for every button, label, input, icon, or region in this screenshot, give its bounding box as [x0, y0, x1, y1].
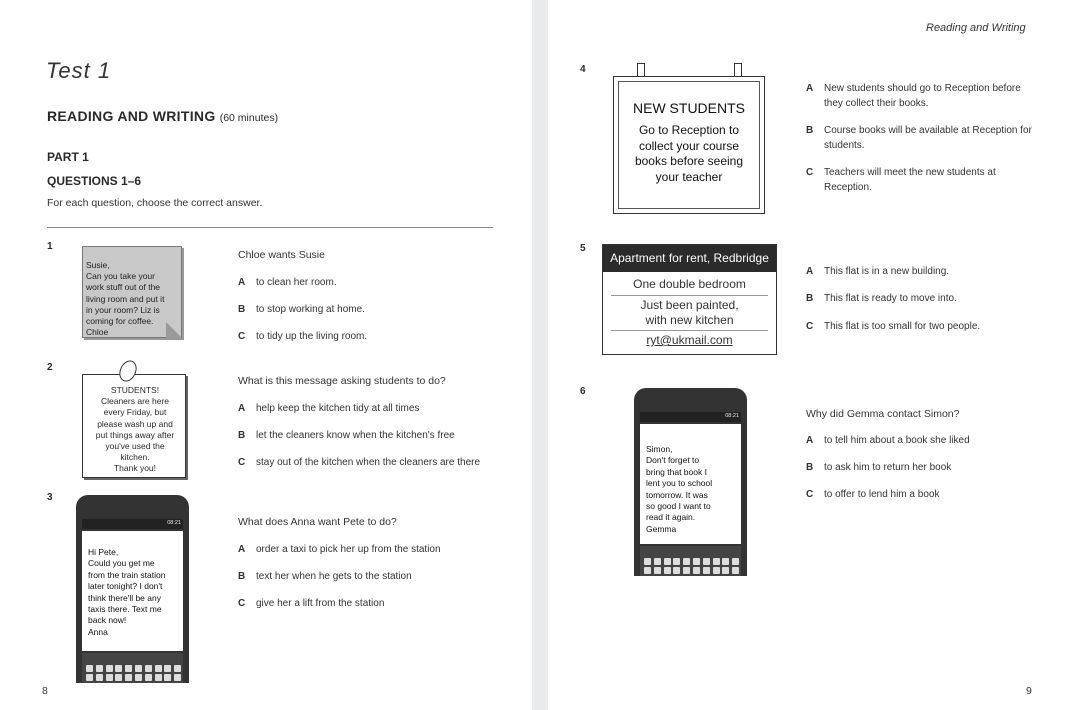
questions-heading: QUESTIONS 1–6	[47, 174, 142, 188]
option-text: let the cleaners know when the kitchen's free	[256, 430, 455, 441]
q6-option-c[interactable]	[806, 489, 939, 500]
keyboard-key	[732, 567, 739, 574]
keyboard-key	[96, 665, 103, 672]
phone-screen	[82, 531, 183, 651]
phone-message: Hi Pete, Could you get me from the train station later tonight? I don't think there'll be any taxis there. Text me back now! Anna	[88, 547, 166, 637]
keyboard-key	[145, 665, 152, 672]
keyboard-key	[125, 665, 132, 672]
keyboard-key	[86, 674, 93, 681]
option-text: give her a lift from the station	[256, 598, 385, 609]
option-letter: C	[238, 457, 246, 468]
ad-divider	[611, 330, 768, 331]
phone	[634, 388, 747, 576]
keyboard-key	[145, 674, 152, 681]
keyboard-key	[673, 558, 680, 565]
keyboard-key	[164, 674, 171, 681]
q5-option-a[interactable]	[806, 266, 949, 277]
option-letter: A	[238, 544, 246, 555]
divider	[47, 227, 493, 228]
keyboard-key	[732, 558, 739, 565]
phone-time: 08:21	[725, 413, 739, 419]
section-title	[47, 108, 278, 124]
apartment-ad	[602, 244, 777, 355]
notice-note-text: STUDENTS! Cleaners are here every Friday, but please wash up and put things away after you've used the kitchen. Thank you!	[95, 385, 175, 474]
keyboard-key	[722, 567, 729, 574]
notice-note	[82, 374, 186, 478]
q4-option-c[interactable]	[806, 165, 1036, 195]
option-letter: A	[238, 403, 246, 414]
phone-time: 08:21	[167, 520, 181, 526]
phone-message: Simon, Don't forget to bring that book I lent you to school tomorrow. It was so good I want to read it again. Gemma	[646, 444, 713, 534]
option-text: This flat is too small for two people.	[824, 321, 981, 332]
section-title-text: READING AND WRITING	[47, 108, 216, 124]
q2-option-a[interactable]	[238, 403, 419, 414]
q6-option-b[interactable]	[806, 462, 951, 473]
option-text: to clean her room.	[256, 277, 337, 288]
option-letter: C	[806, 167, 814, 178]
option-letter: A	[806, 266, 814, 277]
keyboard-key	[135, 665, 142, 672]
q2-option-c[interactable]	[238, 457, 480, 468]
option-letter: B	[806, 462, 814, 473]
option-letter: A	[806, 83, 814, 94]
clip-icon	[637, 63, 645, 77]
keyboard-key	[703, 558, 710, 565]
keyboard-key	[164, 665, 171, 672]
option-text: Teachers will meet the new students at Reception.	[824, 167, 996, 193]
q4-option-b[interactable]	[806, 123, 1036, 153]
option-letter: B	[238, 430, 246, 441]
ad-email-link[interactable]: ryt@ukmail.com	[646, 333, 733, 347]
option-letter: C	[806, 489, 814, 500]
keyboard-key	[115, 674, 122, 681]
phone-screen	[640, 424, 741, 544]
option-letter: C	[806, 321, 814, 332]
question-number-2: 2	[47, 362, 53, 373]
question-number-6: 6	[580, 386, 586, 397]
q6-prompt: Why did Gemma contact Simon?	[806, 408, 960, 420]
phone-keyboard	[640, 546, 741, 576]
notice-title: NEW STUDENTS	[633, 100, 745, 116]
option-text: stay out of the kitchen when the cleaners are there	[256, 457, 481, 468]
keyboard-key	[713, 567, 720, 574]
ad-title: Apartment for rent, Redbridge	[603, 245, 776, 272]
q1-option-b[interactable]	[238, 304, 365, 315]
notice-body: Go to Reception to collect your course books before seeing your teacher	[634, 123, 744, 184]
q3-prompt: What does Anna want Pete to do?	[238, 516, 397, 528]
option-text: to offer to lend him a book	[824, 489, 940, 500]
q2-prompt: What is this message asking students to do?	[238, 375, 446, 387]
option-text: to tidy up the living room.	[256, 331, 368, 342]
phone-status-bar	[82, 519, 183, 529]
q1-prompt: Chloe wants Susie	[238, 249, 325, 261]
option-letter: B	[806, 293, 814, 304]
option-letter: A	[238, 277, 246, 288]
phone	[76, 495, 189, 683]
keyboard-key	[693, 558, 700, 565]
phone-keyboard	[82, 653, 183, 683]
question-number-4: 4	[580, 64, 586, 75]
sticky-note	[82, 246, 182, 338]
keyboard-key	[174, 665, 181, 672]
notice-board	[613, 76, 765, 214]
keyboard-key	[703, 567, 710, 574]
keyboard-key	[713, 558, 720, 565]
ad-line-2: Just been painted,	[640, 298, 739, 312]
keyboard-key	[673, 567, 680, 574]
section-duration: (60 minutes)	[219, 112, 279, 124]
option-letter: B	[238, 571, 246, 582]
instruction-text: For each question, choose the correct answer.	[47, 197, 263, 209]
option-letter: B	[806, 125, 814, 136]
keyboard-key	[86, 665, 93, 672]
ad-divider	[611, 295, 768, 296]
option-text: New students should go to Reception before they collect their books.	[824, 83, 1021, 109]
q6-option-a[interactable]	[806, 435, 970, 446]
option-text: text her when he gets to the station	[256, 571, 412, 582]
keyboard-key	[135, 674, 142, 681]
keyboard-key	[683, 558, 690, 565]
page-number-right: 9	[1026, 685, 1032, 697]
option-text: This flat is in a new building.	[824, 266, 950, 277]
page-number-left: 8	[42, 685, 48, 697]
keyboard-key	[664, 567, 671, 574]
option-letter: C	[238, 331, 246, 342]
q3-option-a[interactable]	[238, 544, 441, 555]
keyboard-key	[96, 674, 103, 681]
keyboard-key	[683, 567, 690, 574]
test-title: Test 1	[46, 58, 112, 83]
option-text: This flat is ready to move into.	[824, 293, 957, 304]
keyboard-key	[115, 665, 122, 672]
q1-option-a[interactable]	[238, 277, 337, 288]
keyboard-key	[106, 665, 113, 672]
option-text: Course books will be available at Reception for students.	[824, 125, 1032, 151]
q4-option-a[interactable]	[806, 81, 1036, 111]
keyboard-key	[664, 558, 671, 565]
keyboard-key	[644, 558, 651, 565]
option-text: to ask him to return her book	[824, 462, 952, 473]
q3-option-c[interactable]	[238, 598, 384, 609]
running-header: Reading and Writing	[926, 22, 1026, 34]
q1-option-c[interactable]	[238, 331, 367, 342]
keyboard-key	[174, 674, 181, 681]
keyboard-key	[125, 674, 132, 681]
question-number-1: 1	[47, 241, 53, 252]
ad-line-1: One double bedroom	[633, 277, 746, 291]
keyboard-key	[644, 567, 651, 574]
keyboard-key	[155, 665, 162, 672]
option-letter: B	[238, 304, 246, 315]
option-text: help keep the kitchen tidy at all times	[256, 403, 420, 414]
option-letter: C	[238, 598, 246, 609]
ad-line-3: with new kitchen	[645, 313, 734, 327]
option-letter: A	[806, 435, 814, 446]
option-text: order a taxi to pick her up from the station	[256, 544, 441, 555]
keyboard-key	[654, 567, 661, 574]
option-text: to tell him about a book she liked	[824, 435, 970, 446]
part-heading: PART 1	[47, 150, 89, 164]
question-number-5: 5	[580, 243, 586, 254]
sticky-note-text: Susie, Can you take your work stuff out of the living room and put it in your room? Liz is coming for coffee. Chloe	[86, 260, 165, 338]
keyboard-key	[155, 674, 162, 681]
phone-status-bar	[640, 412, 741, 422]
keyboard-key	[106, 674, 113, 681]
q5-option-b[interactable]	[806, 293, 957, 304]
folded-corner-icon	[166, 322, 182, 338]
keyboard-key	[693, 567, 700, 574]
keyboard-key	[722, 558, 729, 565]
keyboard-key	[654, 558, 661, 565]
clip-icon	[734, 63, 742, 77]
q3-option-b[interactable]	[238, 571, 412, 582]
q2-option-b[interactable]	[238, 430, 455, 441]
option-text: to stop working at home.	[256, 304, 365, 315]
q5-option-c[interactable]	[806, 321, 980, 332]
question-number-3: 3	[47, 492, 53, 503]
